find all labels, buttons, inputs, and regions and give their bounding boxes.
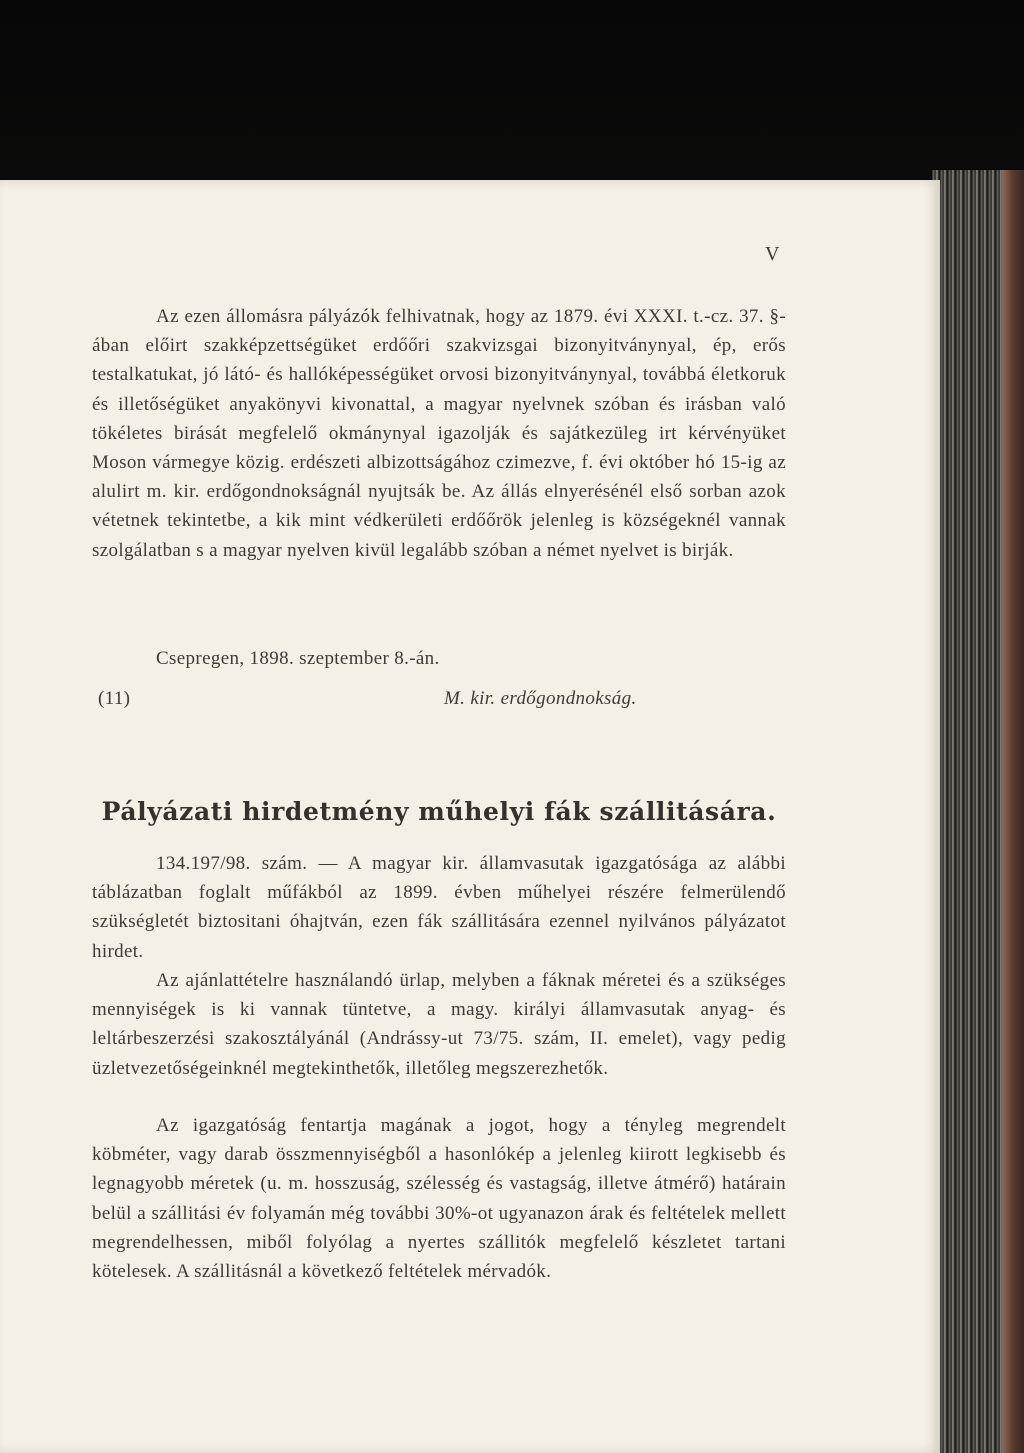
page-number: V (765, 243, 780, 265)
notice-number: (11) (98, 688, 131, 709)
dateline: Csepregen, 1898. szeptember 8.-án. (156, 648, 440, 669)
paragraph-form-availability: Az ajánlattételre használandó ürlap, melyben a fáknak méretei és a szükséges mennyiségek is ki vannak tüntetve, a magy. királyi államvasutak anyag- és leltárbeszerzési szakosztályánál (Andrássy-ut 73/75. szám, II. emelet), vagy pedig üzletvezetőségeinknél megtekinthetők, illetőleg megszerezhetők. (92, 970, 786, 1079)
paragraph-reserved-rights: Az igazgatóság fentartja magának a jogot, hogy a tényleg megrendelt köbméter, vagy darab összmennyiségből a hasonlókép a jelenleg kiirott legkisebb és legnagyobb méretek (u. m. hosszuság, szélesség és vastagság, illetve átmérő) határain belül a szállitási év folyamán még további 30%-ot ugyanazon árak és feltételek mellett megrendelhessen, miből folyólag a nyertes szállitók megfelelő készletet tartani kötelesek. A szállitásnál a következő feltételek mérvadók. (92, 1115, 786, 1283)
paragraph-applicant-requirements: Az ezen állomásra pályázók felhivatnak, hogy az 1879. évi XXXI. t.-cz. 37. §-ában előirt szakképzettségüket erdőőri szakvizsgai bizonyitványnyal, ép, erős testalkatukat, jó látó- és hallóképességüket orvosi bizonyitványnyal, továbbá életkoruk és illetőségüket anyakönyvi kivonattal, a magyar nyelvnek szóban és irásban való tökéletes birását megfelelő okmánynyal igazolják és sajátkezüleg irt kérvényüket Moson vármegye közig. erdészeti albizottságához czimezve, f. évi október hó 15-ig az alulirt m. kir. erdőgondnokságnál nyujtsák be. Az állás elnyerésénél első sorban azok vétetnek tekintetbe, a kik mint védkerületi erdőőrök jelenleg is községeknél vannak szolgálatban s a magyar nyelven kivül legalább szóban a német nyelvet is birják. (92, 306, 786, 561)
paragraph-tender-announcement: 134.197/98. szám. — A magyar kir. államvasutak igazgatósága az alábbi táblázatban foglalt műfákból az 1899. évben műhelyei részére felmerülendő szükségletét biztositani óhajtván, ezen fák szállitására ezennel nyilvános pályázatot hirdet. (92, 853, 786, 962)
book-page-edges (932, 170, 1024, 1453)
section-heading: Pályázati hirdetmény műhelyi fák szállitására. (101, 797, 777, 826)
issuer-signature: M. kir. erdőgondnokság. (444, 688, 637, 709)
